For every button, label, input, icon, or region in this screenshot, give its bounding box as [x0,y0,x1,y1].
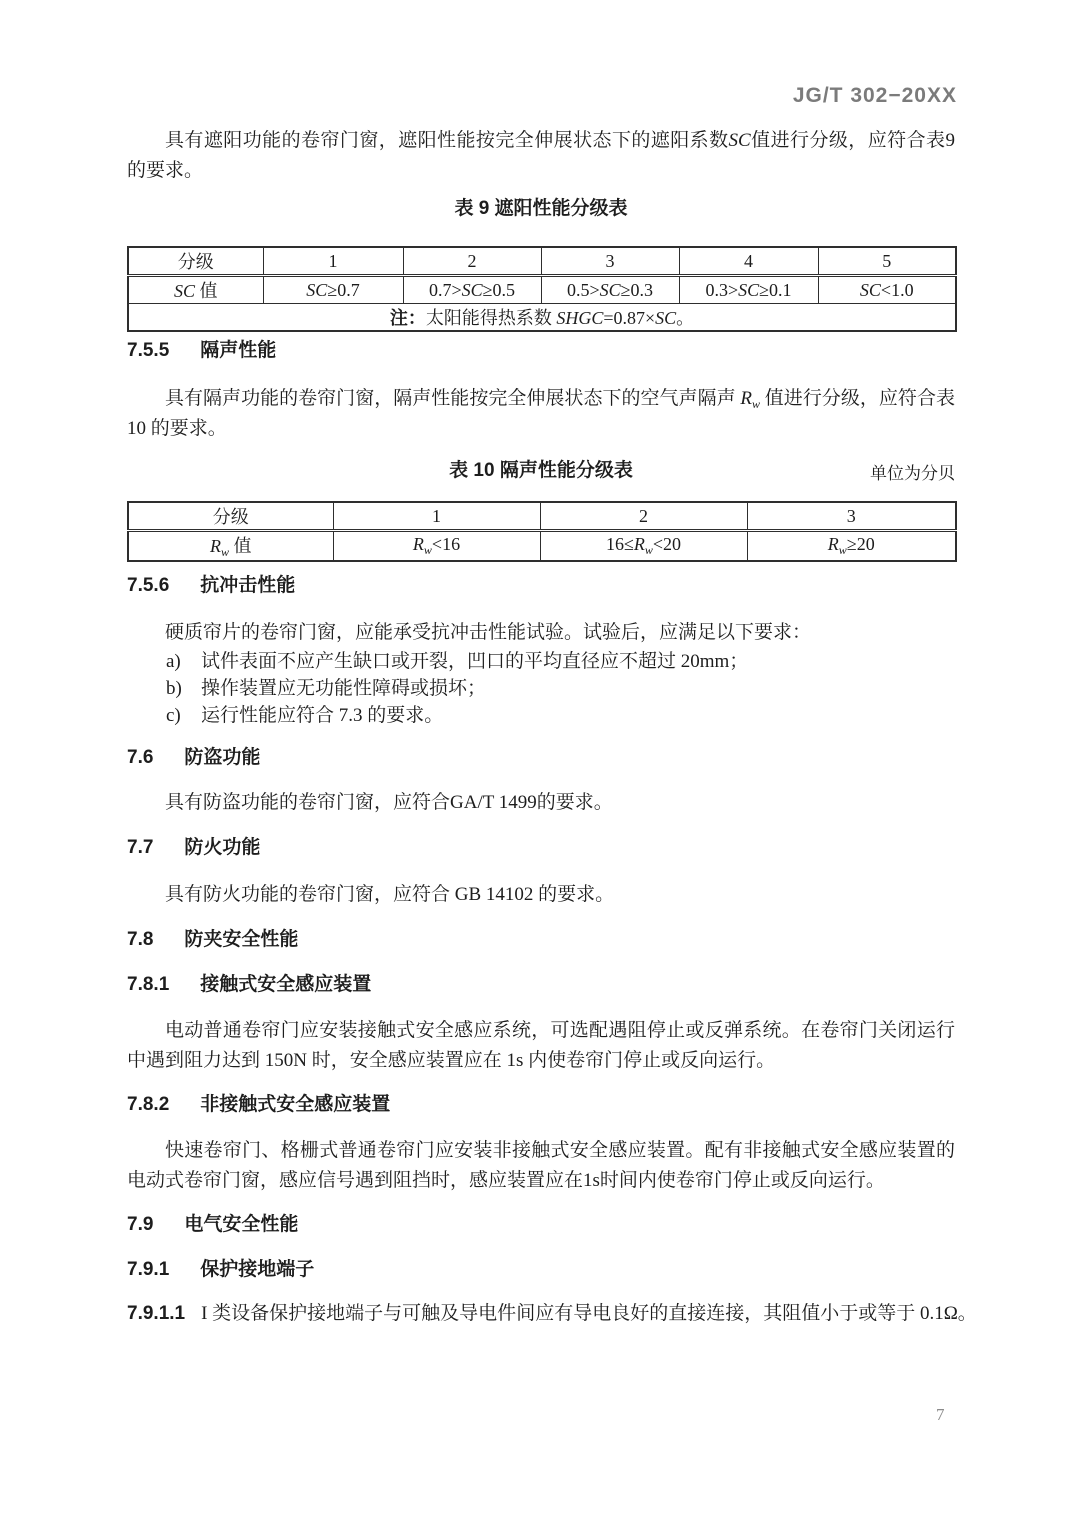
section-heading-7-7: 7.7 防火功能 [127,837,261,858]
table9-row-label: SC 值 [128,276,263,304]
table9-header-cell: 5 [818,247,956,276]
section-heading-7-9: 7.9 电气安全性能 [127,1214,299,1235]
table9-caption: 表 9 遮阳性能分级表 [454,198,628,219]
intro-text: 具有遮阳功能的卷帘门窗，遮阳性能按完全伸展状态下的遮阳系数 [165,130,729,151]
table9-header-row [128,247,956,276]
table9-header-cell: 1 [263,247,403,276]
s781-line-1: 电动普通卷帘门应安装接触式安全感应系统，可选配遇阻停止或反弹系统。在卷帘门关闭运行 [165,1020,955,1041]
table9-header-cell: 2 [403,247,541,276]
list-marker: b) [166,678,182,699]
table9-header-cell: 分级 [128,247,263,276]
intro-line-2: 的要求。 [127,160,204,181]
table10-header-cell: 分级 [128,502,333,531]
intro-text: 值进行分级，应符合表9 [750,130,955,151]
section-heading-7-5-5: 7.5.5 隔声性能 [127,340,277,361]
table9-value-row [128,276,956,304]
section-heading-7-8-2: 7.8.2 非接触式安全感应装置 [127,1094,391,1115]
s76-text: 具有防盗功能的卷帘门窗，应符合GA/T 1499的要求。 [165,792,613,813]
table10-caption: 表 10 隔声性能分级表 单位为分贝 [127,458,955,484]
s756-intro: 硬质帘片的卷帘门窗，应能承受抗冲击性能试验。试验后，应满足以下要求： [165,622,812,643]
list-marker: c) [166,705,181,726]
list-item: b) 操作装置应无功能性障碍或损坏； [127,675,994,703]
table9-header-cell: 3 [541,247,679,276]
table9-cell: 0.3>SC≥0.1 [679,276,818,304]
sc-symbol: SC [728,130,751,151]
table10-value-row [128,531,956,562]
s781-line-2: 中遇到阻力达到 150N 时，安全感应装置应在 1s 内使卷帘门停止或反向运行。 [127,1050,776,1071]
clause-number: 7.9.1.1 [127,1303,186,1324]
s782-line-2: 电动式卷帘门窗，感应信号遇到阻挡时，感应装置应在1s时间内使卷帘门停止或反向运行。 [127,1170,885,1191]
table10-cell: $R_w\ge 20$ [747,531,956,562]
section-heading-7-8: 7.8 防夹安全性能 [127,929,299,950]
rw-symbol: R [740,388,752,409]
table9-cell: SC<1.0 [818,276,956,304]
s7911-paragraph: 7.9.1.1 I 类设备保护接地端子与可触及导电件间应有导电良好的直接连接，其阻值小于或等于 0.1Ω。 [127,1303,977,1324]
list-marker: a) [166,651,181,672]
section-heading-7-9-1: 7.9.1 保护接地端子 [127,1259,315,1280]
table10-unit: 单位为分贝 [870,464,955,483]
page-number: 7 [936,1405,945,1424]
section-heading-7-5-6: 7.5.6 抗冲击性能 [127,575,296,596]
list-item: c) 运行性能应符合 7.3 的要求。 [127,702,994,730]
table9-cell: 0.7>SC≥0.5 [403,276,541,304]
section-heading-7-6: 7.6 防盗功能 [127,747,261,768]
table10-header-cell: 2 [540,502,747,531]
table9 [127,246,955,332]
document-code: JG/T 302−20XX [792,84,957,107]
table9-cell: 0.5>SC≥0.3 [541,276,679,304]
section-heading-7-8-1: 7.8.1 接触式安全感应装置 [127,974,372,995]
s782-line-1: 快速卷帘门、格栅式普通卷帘门应安装非接触式安全感应装置。配有非接触式安全感应装置的 [165,1140,955,1161]
table10-row-label: $R_w$ 值 [128,531,333,562]
table10-header-cell: 3 [747,502,956,531]
s77-text: 具有防火功能的卷帘门窗，应符合 GB 14102 的要求。 [165,884,615,905]
table10-header-row [128,502,956,531]
table10-cell: $16\le R_w<20$ [540,531,747,562]
s755-line-1: 具有隔声功能的卷帘门窗，隔声性能按完全伸展状态下的空气声隔声 $R_w$ 值进行分级，应符合表 [165,388,955,411]
s755-line-2: 10 的要求。 [127,418,227,439]
table10-header-cell: 1 [333,502,540,531]
table10-cell: $R_w<16$ [333,531,540,562]
table9-note: 注：太阳能得热系数 SHGC=0.87×SC。 [128,304,956,332]
table9-header-cell: 4 [679,247,818,276]
table9-note-row [128,304,956,332]
intro-line-1 [127,127,955,155]
table9-cell: SC≥0.7 [263,276,403,304]
table10 [127,501,955,562]
list-item: a) 试件表面不应产生缺口或开裂，凹口的平均直径应不超过 20mm； [127,648,994,676]
